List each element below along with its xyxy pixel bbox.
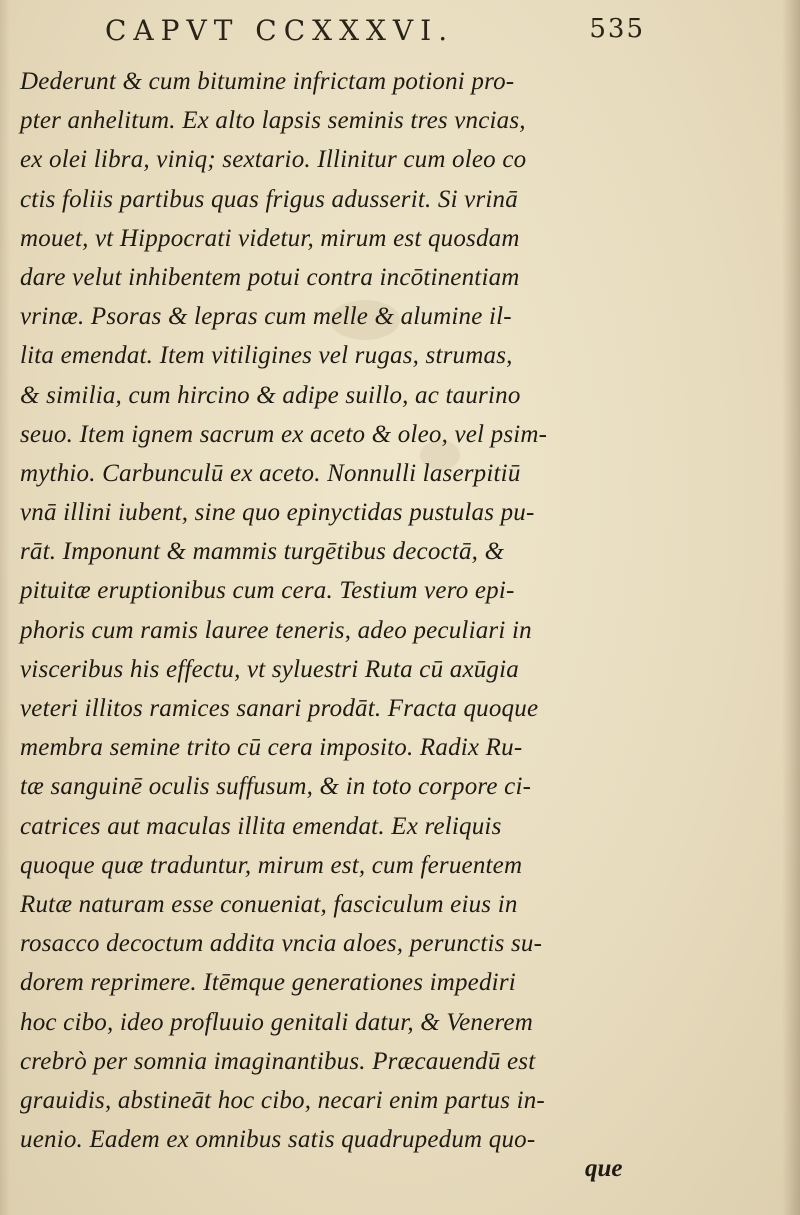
text-line: dorem reprimere. Itēmque generationes impediri (20, 969, 516, 997)
text-line: rāt. Imponunt & mammis turgētibus decoctā, & (20, 538, 505, 566)
text-line: dare velut inhibentem potui contra incōtinentiam (20, 263, 520, 291)
text-line: quoque quæ traduntur, mirum est, cum feruentem (20, 851, 523, 879)
text-line: ctis foliis partibus quas frigus adusserit. Si vrinā (20, 185, 518, 213)
text-line: crebrò per somnia imaginantibus. Præcauendū est (20, 1047, 536, 1075)
text-line: & similia, cum hircino & adipe suillo, ac taurino (20, 381, 521, 409)
text-line: phoris cum ramis lauree teneris, adeo peculiari in (20, 616, 532, 644)
chapter-heading: CAPVT CCXXXVI. (105, 14, 455, 47)
text-line: veteri illitos ramices sanari prodāt. Fracta quoque (20, 695, 539, 722)
catchword: que (585, 1155, 623, 1182)
page-left-shadow (0, 0, 10, 1215)
text-line: pituitæ eruptionibus cum cera. Testium vero epi- (20, 577, 515, 605)
text-line: mythio. Carbunculū ex aceto. Nonnulli laserpitiū (20, 459, 521, 487)
running-header (105, 14, 645, 54)
text-line: tæ sanguinē oculis suffusum, & in toto corpore ci- (20, 773, 532, 801)
text-line: rosacco decoctum addita vncia aloes, perunctis su- (20, 930, 543, 958)
text-line: lita emendat. Item vitiligines vel rugas, strumas, (20, 342, 513, 370)
text-line: seuo. Item ignem sacrum ex aceto & oleo, vel psim- (20, 420, 548, 448)
text-line: mouet, vt Hippocrati videtur, mirum est quosdam (20, 224, 520, 252)
body-text (20, 62, 660, 1159)
text-line: Rutæ naturam esse conueniat, fasciculum eius in (20, 890, 518, 918)
text-line: catrices aut maculas illita emendat. Ex reliquis (20, 812, 502, 840)
text-line: pter anhelitum. Ex alto lapsis seminis tres vncias, (20, 107, 526, 135)
page-number: 535 (589, 14, 645, 44)
text-line: vnā illini iubent, sine quo epinyctidas pustulas pu- (20, 499, 535, 527)
text-line: visceribus his effectu, vt syluestri Ruta cū axūgia (20, 655, 519, 683)
text-line: uenio. Eadem ex omnibus satis quadrupedum quo- (20, 1126, 536, 1154)
text-line: grauidis, abstineāt hoc cibo, necari enim partus in- (20, 1086, 545, 1114)
text-line: hoc cibo, ideo profluuio genitali datur, & Venerem (20, 1008, 533, 1036)
page-gutter-shadow (782, 0, 800, 1215)
text-line: ex olei libra, viniq; sextario. Illinitur cum oleo co (20, 146, 527, 174)
text-line: membra semine trito cū cera imposito. Radix Ru- (20, 734, 523, 762)
text-line: vrinæ. Psoras & lepras cum melle & alumine il- (20, 303, 512, 331)
text-line: Dederunt & cum bitumine infrictam potioni pro- (20, 68, 515, 95)
